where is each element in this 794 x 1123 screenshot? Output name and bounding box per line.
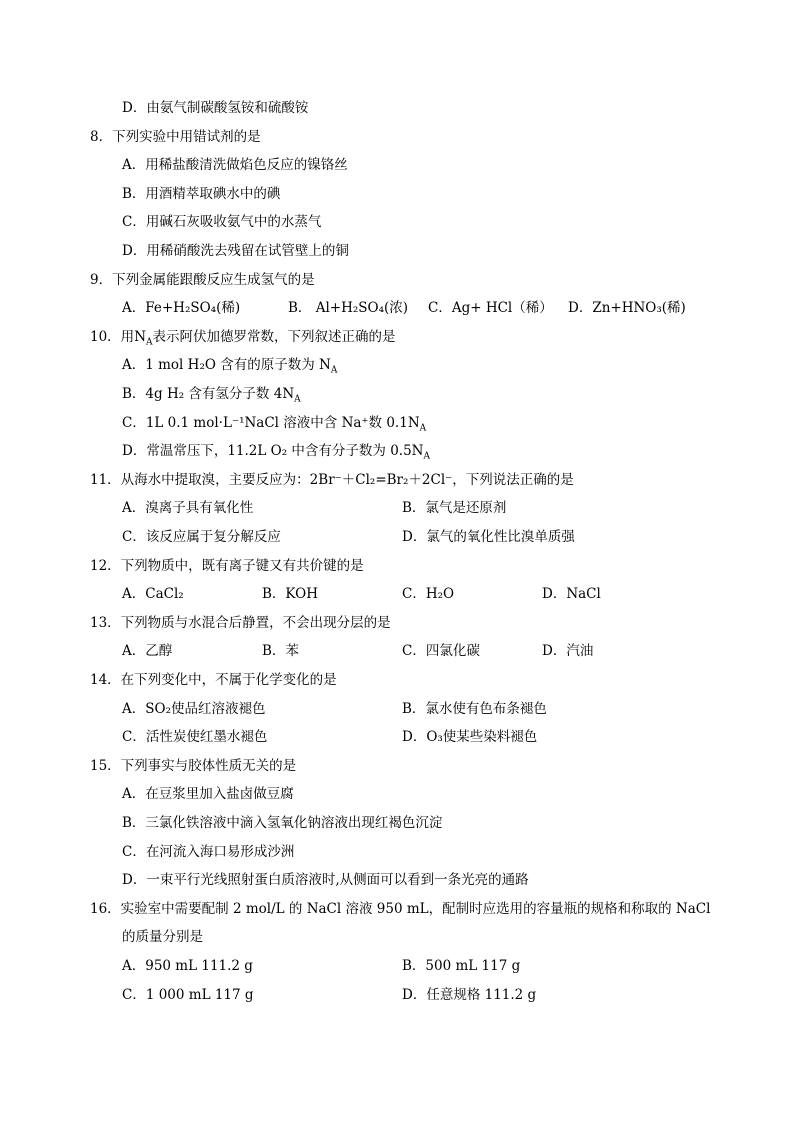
q11-option-d: D．氯气的氧化性比溴单质强 [402, 529, 575, 545]
q9-option-c: C．Ag+ HCl（稀） [428, 300, 553, 316]
q14-option-b: B．氯水使有色布条褪色 [402, 701, 547, 717]
q11-option-a: A．溴离子具有氧化性 [122, 500, 254, 516]
q12-option-a: A．CaCl₂ [122, 586, 184, 602]
q9-option-a: A．Fe+H₂SO₄(稀) [122, 300, 241, 316]
q14-stem: 14．在下列变化中，不属于化学变化的是 [90, 672, 337, 688]
q11-stem: 11．从海水中提取溴，主要反应为：2Br⁻＋Cl₂=Br₂＋2Cl⁻，下列说法正确的是 [90, 472, 574, 488]
q8-option-a: A．用稀盐酸清洗做焰色反应的镍铬丝 [122, 157, 348, 173]
q10-option-b: B．4g H₂ 含有氢分子数 $4N_A$ [122, 386, 301, 405]
q12-option-c: C．H₂O [402, 586, 455, 602]
q15-option-d: D．一束平行光线照射蛋白质溶液时,从侧面可以看到一条光亮的通路 [122, 872, 529, 888]
q8-option-d: D．用稀硝酸洗去残留在试管壁上的铜 [122, 243, 349, 259]
q14-option-d: D．O₃使某些染料褪色 [402, 729, 538, 745]
q10-option-c: C．1L 0.1 mol·L⁻¹NaCl 溶液中含 Na⁺数 $0.1N_A$ [122, 415, 427, 434]
q12-option-d: D．NaCl [542, 586, 601, 602]
q13-option-b: B．苯 [262, 643, 299, 659]
q11-option-c: C．该反应属于复分解反应 [122, 529, 281, 545]
q8-option-b: B．用酒精萃取碘水中的碘 [122, 186, 281, 202]
q16-stem-line1: 16．实验室中需要配制 2 mol/L 的 NaCl 溶液 950 mL，配制时应选用的容量瓶的规格和称取的 NaCl [90, 901, 711, 917]
q16-option-c: C．1 000 mL 117 g [122, 987, 254, 1003]
q13-stem: 13．下列物质与水混合后静置，不会出现分层的是 [90, 615, 391, 631]
q8-stem: 8．下列实验中用错试剂的是 [90, 129, 261, 145]
q16-option-d: D．任意规格 111.2 g [402, 987, 537, 1003]
q7-option-d: D．由氨气制碳酸氢铵和硫酸铵 [122, 100, 309, 116]
q16-stem-line2: 的质量分别是 [122, 929, 203, 945]
q12-option-b: B．KOH [262, 586, 318, 602]
q9-stem: 9．下列金属能跟酸反应生成氢气的是 [90, 272, 315, 288]
q10-option-d: D．常温常压下，11.2L O₂ 中含有分子数为 $0.5N_A$ [122, 443, 430, 462]
q13-option-a: A．乙醇 [122, 643, 173, 659]
q11-option-b: B．氯气是还原剂 [402, 500, 507, 516]
q9-option-b: B． Al+H₂SO₄(浓) [288, 300, 409, 316]
q12-stem: 12．下列物质中，既有离子键又有共价键的是 [90, 558, 364, 574]
q13-option-d: D．汽油 [542, 643, 594, 659]
q14-option-c: C．活性炭使红墨水褪色 [122, 729, 268, 745]
q15-stem: 15．下列事实与胶体性质无关的是 [90, 758, 297, 774]
q13-option-c: C．四氯化碳 [402, 643, 480, 659]
q9-option-d: D．Zn+HNO₃(稀) [568, 300, 686, 316]
q10-option-a: A．1 mol H₂O 含有的原子数为 $N_A$ [122, 357, 338, 376]
q14-option-a: A．SO₂使品红溶液褪色 [122, 701, 266, 717]
q15-option-b: B．三氯化铁溶液中滴入氢氧化钠溶液出现红褐色沉淀 [122, 815, 443, 831]
q16-option-b: B．500 mL 117 g [402, 958, 521, 974]
q15-option-c: C．在河流入海口易形成沙洲 [122, 844, 295, 860]
q10-stem: 10．用$N_A$表示阿伏加德罗常数，下列叙述正确的是 [90, 329, 396, 348]
q16-option-a: A．950 mL 111.2 g [122, 958, 253, 974]
q15-option-a: A．在豆浆里加入盐卤做豆腐 [122, 786, 294, 802]
q8-option-c: C．用碱石灰吸收氨气中的水蒸气 [122, 214, 322, 230]
